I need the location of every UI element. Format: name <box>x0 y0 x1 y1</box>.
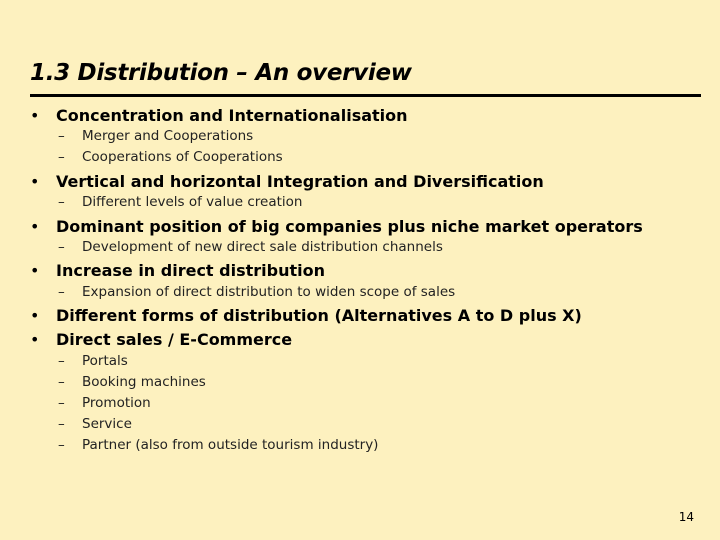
dash-marker: – <box>58 149 65 165</box>
bullet-text: Vertical and horizontal Integration and Diversification <box>56 172 544 191</box>
dash-marker: – <box>58 416 65 432</box>
title-underline <box>30 94 701 97</box>
sub-bullet-text: Promotion <box>82 395 151 411</box>
dash-marker: – <box>58 374 65 390</box>
bullet-marker: • <box>30 172 40 191</box>
dash-marker: – <box>58 437 65 453</box>
slide-title: 1.3 Distribution – An overview <box>30 60 412 86</box>
sub-bullet-text: Merger and Cooperations <box>82 128 254 144</box>
sub-bullet-text: Development of new direct sale distribution channels <box>82 239 443 255</box>
dash-marker: – <box>58 128 65 144</box>
sub-bullet-text: Booking machines <box>82 374 206 390</box>
dash-marker: – <box>58 239 65 255</box>
sub-bullet-text: Partner (also from outside tourism industry) <box>82 437 379 453</box>
bullet-text: Direct sales / E-Commerce <box>56 330 293 349</box>
dash-marker: – <box>58 353 65 369</box>
dash-marker: – <box>58 194 65 210</box>
bullet-marker: • <box>30 330 40 349</box>
sub-bullet-text: Service <box>82 416 132 432</box>
bullet-marker: • <box>30 217 40 236</box>
dash-marker: – <box>58 284 65 300</box>
bullet-marker: • <box>30 306 40 325</box>
bullet-text: Concentration and Internationalisation <box>56 106 408 125</box>
bullet-text: Dominant position of big companies plus niche market operators <box>56 217 643 236</box>
sub-bullet-text: Portals <box>82 353 128 369</box>
bullet-marker: • <box>30 106 40 125</box>
sub-bullet-text: Different levels of value creation <box>82 194 303 210</box>
sub-bullet-text: Expansion of direct distribution to widen scope of sales <box>82 284 456 300</box>
bullet-text: Different forms of distribution (Alternatives A to D plus X) <box>56 306 582 325</box>
bullet-marker: • <box>30 261 40 280</box>
page-number: 14 <box>678 510 694 524</box>
bullet-text: Increase in direct distribution <box>56 261 325 280</box>
dash-marker: – <box>58 395 65 411</box>
sub-bullet-text: Cooperations of Cooperations <box>82 149 283 165</box>
